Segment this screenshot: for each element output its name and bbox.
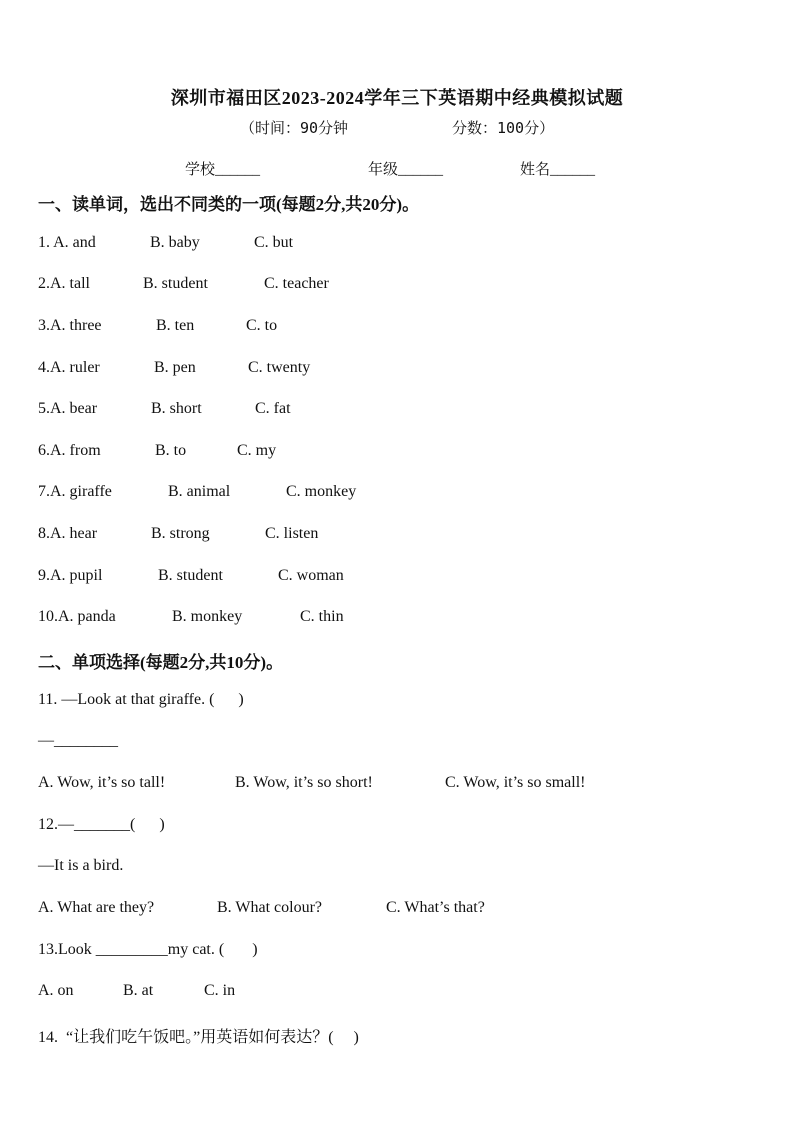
q10-option-a: 10.A. panda bbox=[38, 608, 116, 625]
q7-option-c: C. monkey bbox=[286, 483, 357, 500]
q12-stem: 12.—_______( ) bbox=[38, 816, 165, 833]
q3-option-c: C. to bbox=[246, 317, 278, 334]
q6-option-c: C. my bbox=[237, 442, 277, 459]
q10-option-b: B. monkey bbox=[172, 608, 243, 625]
q8-option-a: 8.A. hear bbox=[38, 525, 98, 542]
q2-option-c: C. teacher bbox=[264, 275, 329, 292]
q2-option-b: B. student bbox=[143, 275, 208, 292]
q10-option-c: C. thin bbox=[300, 608, 344, 625]
q2-option-a: 2.A. tall bbox=[38, 275, 90, 292]
q1-option-b: B. baby bbox=[150, 234, 200, 251]
q11-option-b: B. Wow, it’s so short! bbox=[235, 774, 373, 791]
q13-option-a: A. on bbox=[38, 982, 74, 999]
q12-option-c: C. What’s that? bbox=[386, 899, 485, 916]
q12-option-b: B. What colour? bbox=[217, 899, 323, 916]
q9-option-a: 9.A. pupil bbox=[38, 567, 103, 584]
exam-score: 分数：100分） bbox=[452, 119, 555, 137]
q8-option-c: C. listen bbox=[265, 525, 319, 542]
q14-stem: 14. “让我们吃午饭吧。”用英语如何表达？( ) bbox=[38, 1029, 359, 1046]
grade-field: 年级______ bbox=[368, 162, 444, 178]
q4-option-c: C. twenty bbox=[248, 359, 311, 376]
q3-option-b: B. ten bbox=[156, 317, 195, 334]
q5-option-b: B. short bbox=[151, 400, 202, 417]
q7-option-b: B. animal bbox=[168, 483, 231, 500]
q5-option-a: 5.A. bear bbox=[38, 400, 98, 417]
q11-reply: —________ bbox=[38, 732, 118, 749]
q5-option-c: C. fat bbox=[255, 400, 291, 417]
q11-option-a: A. Wow, it’s so tall! bbox=[38, 774, 166, 791]
q12-reply: —It is a bird. bbox=[38, 857, 124, 874]
school-field: 学校______ bbox=[185, 162, 261, 178]
q13-option-c: C. in bbox=[204, 982, 236, 999]
q9-option-c: C. woman bbox=[278, 567, 344, 584]
name-field: 姓名______ bbox=[520, 162, 596, 178]
exam-title: 深圳市福田区2023-2024学年三下英语期中经典模拟试题 bbox=[170, 88, 624, 108]
q13-option-b: B. at bbox=[123, 982, 154, 999]
section-2-heading: 二、单项选择(每题2分,共10分)。 bbox=[38, 653, 284, 672]
q13-stem: 13.Look _________my cat. ( ) bbox=[38, 941, 258, 958]
q8-option-b: B. strong bbox=[151, 525, 210, 542]
q4-option-a: 4.A. ruler bbox=[38, 359, 100, 376]
q1-option-c: C. but bbox=[254, 234, 294, 251]
q6-option-a: 6.A. from bbox=[38, 442, 101, 459]
q11-option-c: C. Wow, it’s so small! bbox=[445, 774, 586, 791]
q9-option-b: B. student bbox=[158, 567, 223, 584]
q7-option-a: 7.A. giraffe bbox=[38, 483, 112, 500]
q11-stem: 11. —Look at that giraffe. ( ) bbox=[38, 691, 244, 708]
q1-option-a: 1. A. and bbox=[38, 234, 96, 251]
q3-option-a: 3.A. three bbox=[38, 317, 102, 334]
q6-option-b: B. to bbox=[155, 442, 187, 459]
q12-option-a: A. What are they? bbox=[38, 899, 155, 916]
exam-time: （时间：90分钟 bbox=[240, 119, 349, 137]
section-1-heading: 一、读单词，选出不同类的一项(每题2分,共20分)。 bbox=[38, 195, 420, 214]
q4-option-b: B. pen bbox=[154, 359, 196, 376]
